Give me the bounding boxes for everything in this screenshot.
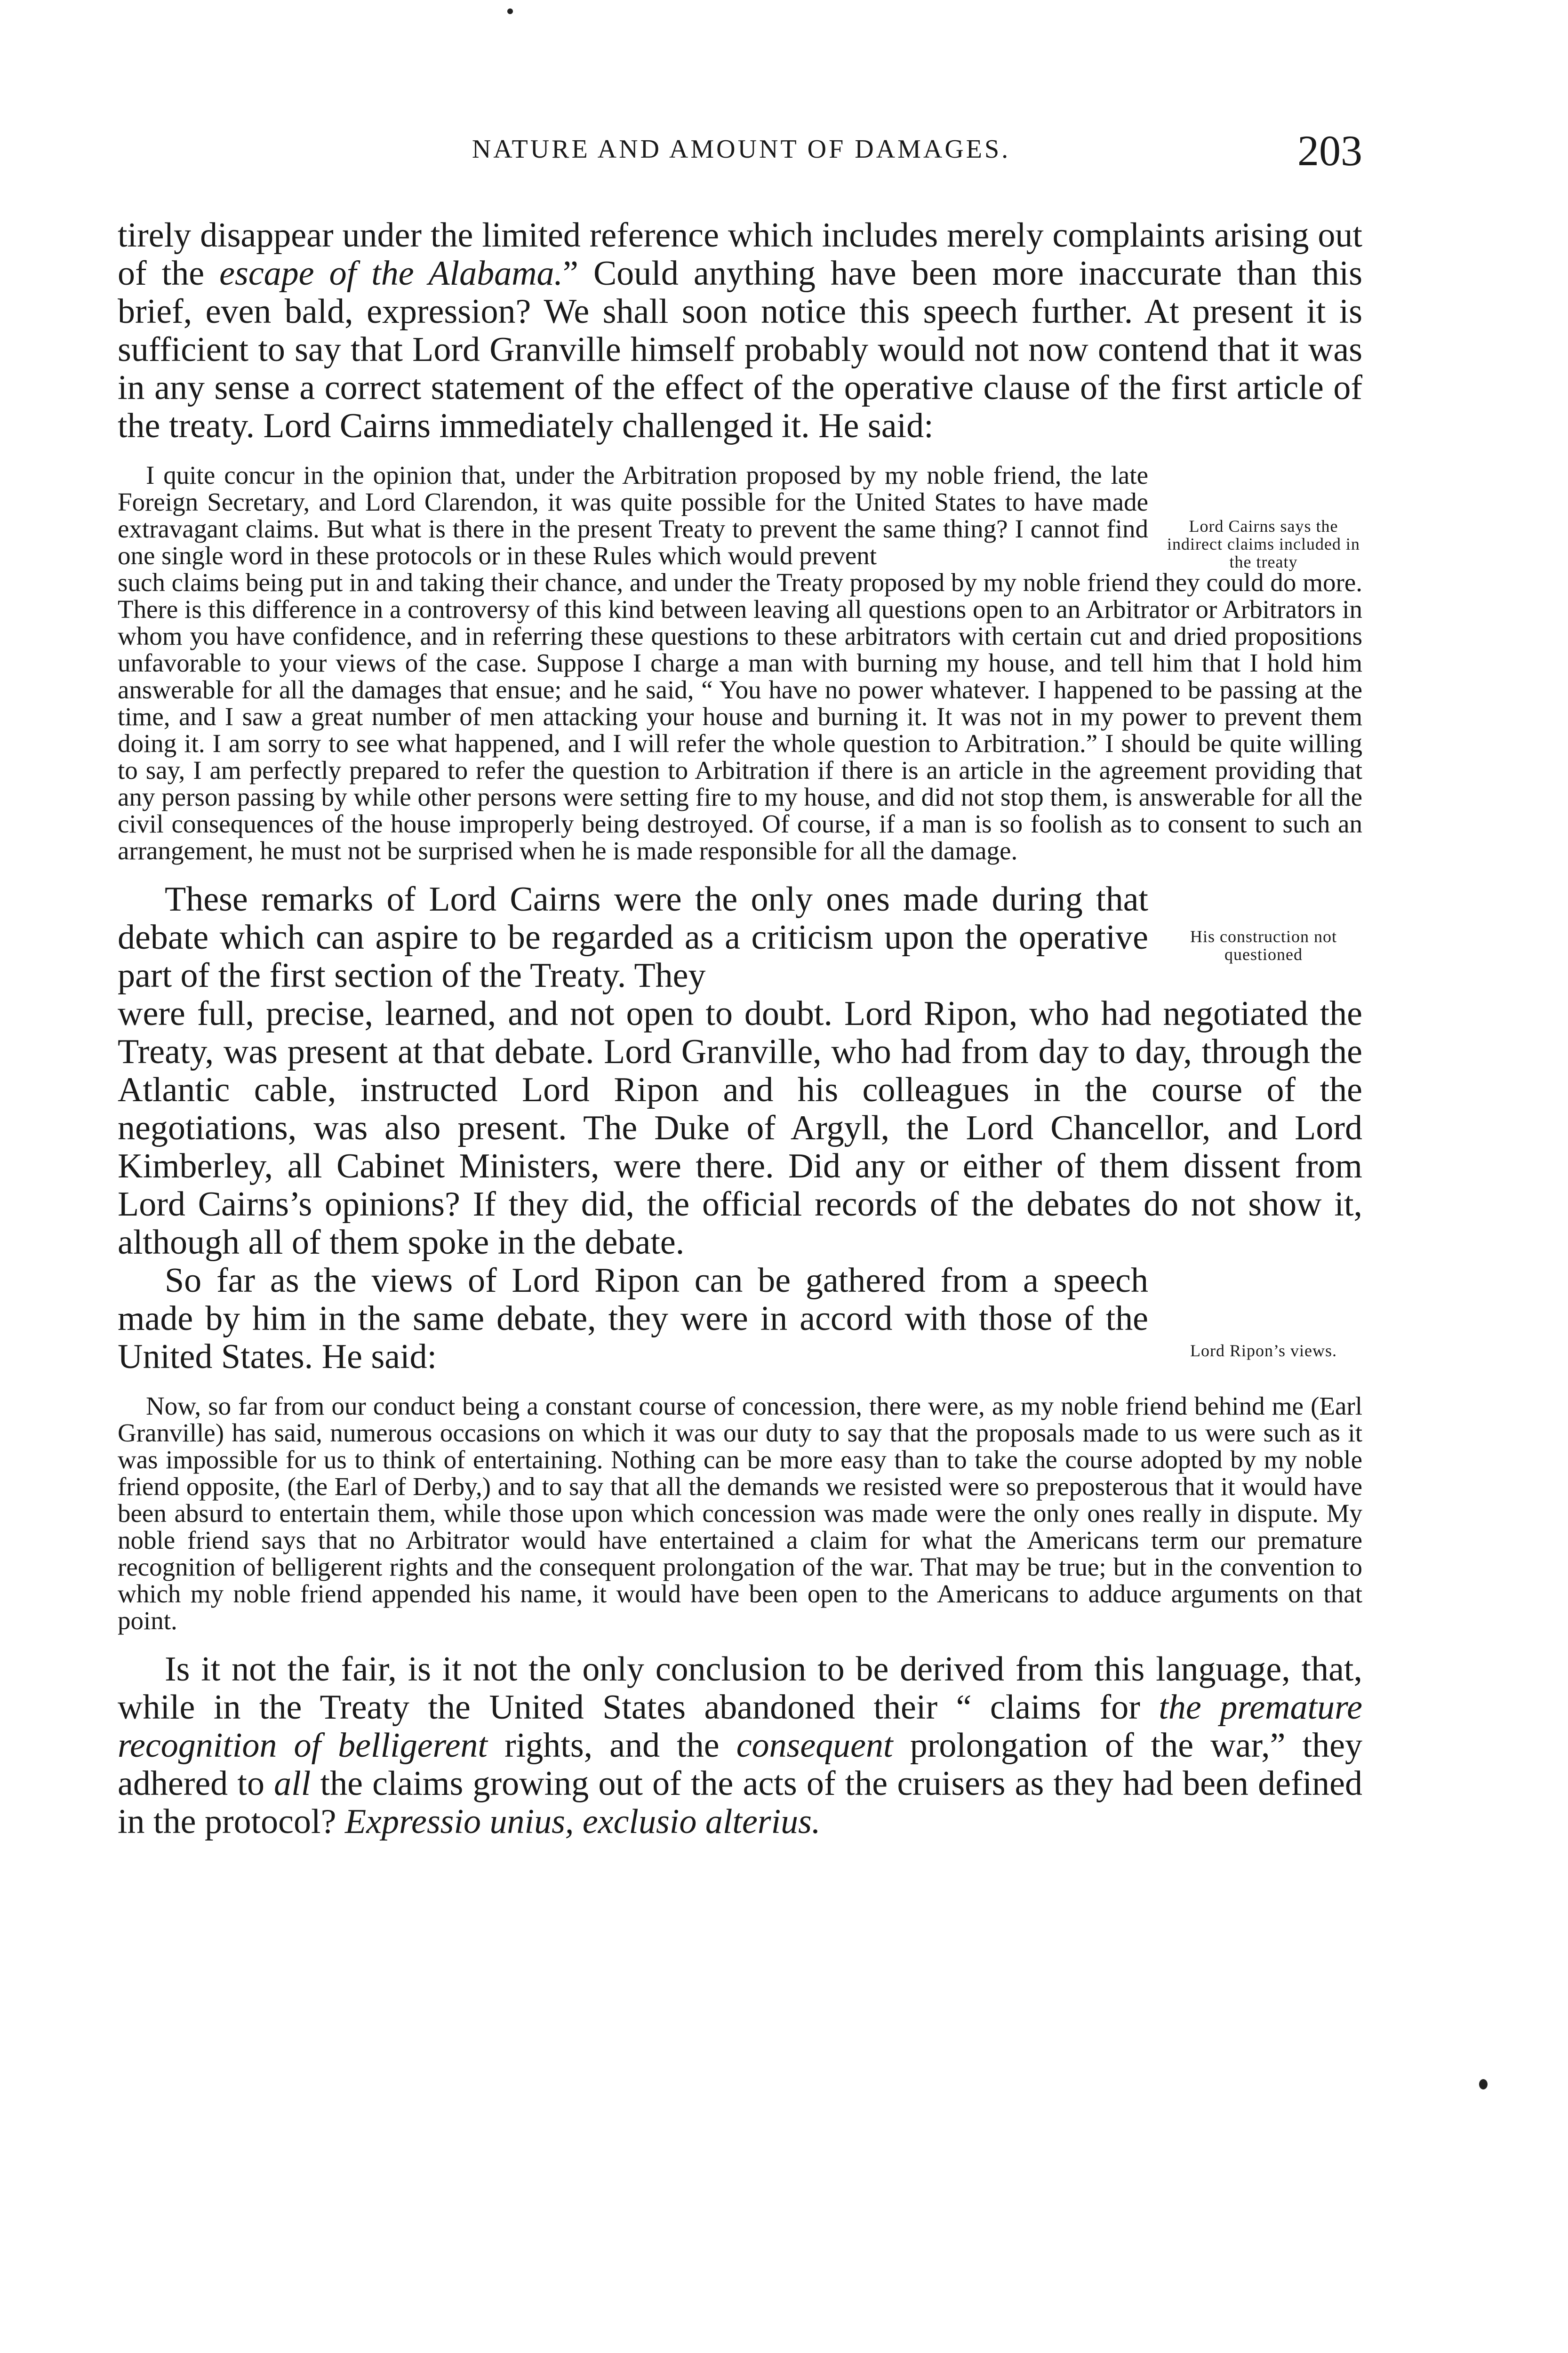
margin-note-cairns: Lord Cairns says the indirect claims included in the treaty [1167, 517, 1360, 571]
para-4-text-a: Is it not the fair, is it not the only conclusion to be derived from this language, that, while in the Treaty the United States abandoned their “ claims for [118, 1650, 1362, 1727]
body-paragraph-4 [118, 1650, 1362, 1841]
para-2-first-part: These remarks of Lord Cairns were the only ones made during that debate which can aspire to be regarded as a criticism upon the operative part of the first section of the Treaty. They [118, 880, 1148, 995]
para-2-rest: were full, precise, learned, and not open to doubt. Lord Ripon, who had negotiated the Treaty, was present at that debate. Lord Granville, who had from day to day, through the Atlantic cable, instructed Lord Ripon and his colleagues in the course of the negotiations, was also present. The Duke of Argyll, the Lord Chancellor, and Lord Kimberley, all Cabinet Ministers, were there. Did any or either of them dissent from Lord Cairns’s opinions? If they did, the official records of the debates do not show it, although all of them spoke in the debate. [118, 994, 1362, 1262]
para-4-italic-4: Expressio unius, exclusio alterius. [344, 1802, 821, 1841]
body-paragraph-2 [118, 880, 1362, 1262]
para-4-italic-2: consequent [736, 1726, 893, 1765]
margin-note-ripon: Lord Ripon’s views. [1190, 1341, 1337, 1360]
running-head: NATURE AND AMOUNT OF DAMAGES. [472, 135, 1011, 164]
text-column [118, 216, 1362, 1841]
para-4-text-c: prolongation of the war,” they adhered to [118, 1726, 1362, 1803]
para-1-text-a: tirely disappear under the limited reference which includes merely complaints arising out of the [118, 216, 1362, 293]
para-1-italic: escape of the Alabama. [219, 254, 563, 293]
para-3-text: So far as the views of Lord Ripon can be gathered from a speech made by him in the same debate, they were in accord with those of the United States. He said: [118, 1261, 1148, 1376]
para-4-text-b: rights, and the [488, 1726, 736, 1765]
ink-speck [1479, 2079, 1488, 2089]
quote-1-rest: such claims being put in and taking their chance, and under the Treaty proposed by my noble friend they could do more. There is this difference in a controversy of this kind between leaving all questions open to an Arbitrator or Arbitrators in whom you have confidence, and in referring these questions to these arbitrators with certain cut and dried propositions unfavorable to your views of the case. Suppose I charge a man with burning my house, and tell him that I hold him answerable for all the damages that ensue; and he said, “ You have no power whatever. I happened to be passing at the time, and I saw a great number of men attacking your house and burning it. It was not in my power to prevent them doing it. I am sorry to see what happened, and I will refer the whole question to Arbitration.” I should be quite willing to say, I am perfectly prepared to refer the question to Arbitration if there is an article in the agreement providing that any person passing by while other persons were setting fire to my house, and did not stop them, is answerable for all the civil consequences of the house improperly being destroyed. Of course, if a man is so foolish as to consent to such an arrangement, he must not be surprised when he is made responsible for all the damage. [118, 568, 1362, 865]
margin-note-construction: His construction not questioned [1190, 927, 1337, 964]
page-header [120, 127, 1362, 186]
block-quote-cairns [118, 462, 1362, 864]
para-1-text-b: ” Could anything have been more inaccurate than this brief, even bald, expression? We shall soon notice this speech further. At present it is sufficient to say that Lord Granville himself probably would not now contend that it was in any sense a correct statement of the effect of the operative clause of the first article of the treaty. Lord Cairns immediately challenged it. He said: [118, 254, 1362, 445]
body-paragraph-1 [118, 216, 1362, 445]
para-4-text-d: the claims growing out of the acts of the cruisers as they had been defined in the protocol? [118, 1764, 1362, 1841]
page-number: 203 [1297, 127, 1362, 175]
para-2-margin-block [118, 880, 1362, 995]
quote-2-text: Now, so far from our conduct being a constant course of concession, there were, as my noble friend behind me (Earl Granville) has said, numerous occasions on which it was our duty to say that the proposals made to us were such as it was impossible for us to think of entertaining. Nothing can be more easy than to take the course adopted by my noble friend opposite, (the Earl of Derby,) and to say that all the demands we resisted were so preposterous that it would have been absurd to entertain them, while those upon which concession was made were the only ones really in dispute. My noble friend says that no Arbitrator would have entertained a claim for what the Americans term our premature recognition of belligerent rights and the consequent prolongation of the war. That may be true; but in the convention to which my noble friend appended his name, it would have been open to the Americans to adduce arguments on that point. [118, 1392, 1362, 1635]
quote-1-first-part: I quite concur in the opinion that, under the Arbitration proposed by my noble friend, the late Foreign Secretary, and Lord Clarendon, it was quite possible for the United States to have made extravagant claims. But what is there in the present Treaty to prevent the same thing? I cannot find one single word in these protocols or in these Rules which would prevent [118, 461, 1148, 570]
para-4-italic-1: the premature recognition of belligerent [118, 1688, 1363, 1765]
ink-speck [507, 8, 513, 14]
para-4-italic-3: all [274, 1764, 311, 1803]
quote-1-margin-block [118, 462, 1362, 569]
body-paragraph-3 [118, 1262, 1362, 1376]
block-quote-ripon [118, 1393, 1362, 1634]
